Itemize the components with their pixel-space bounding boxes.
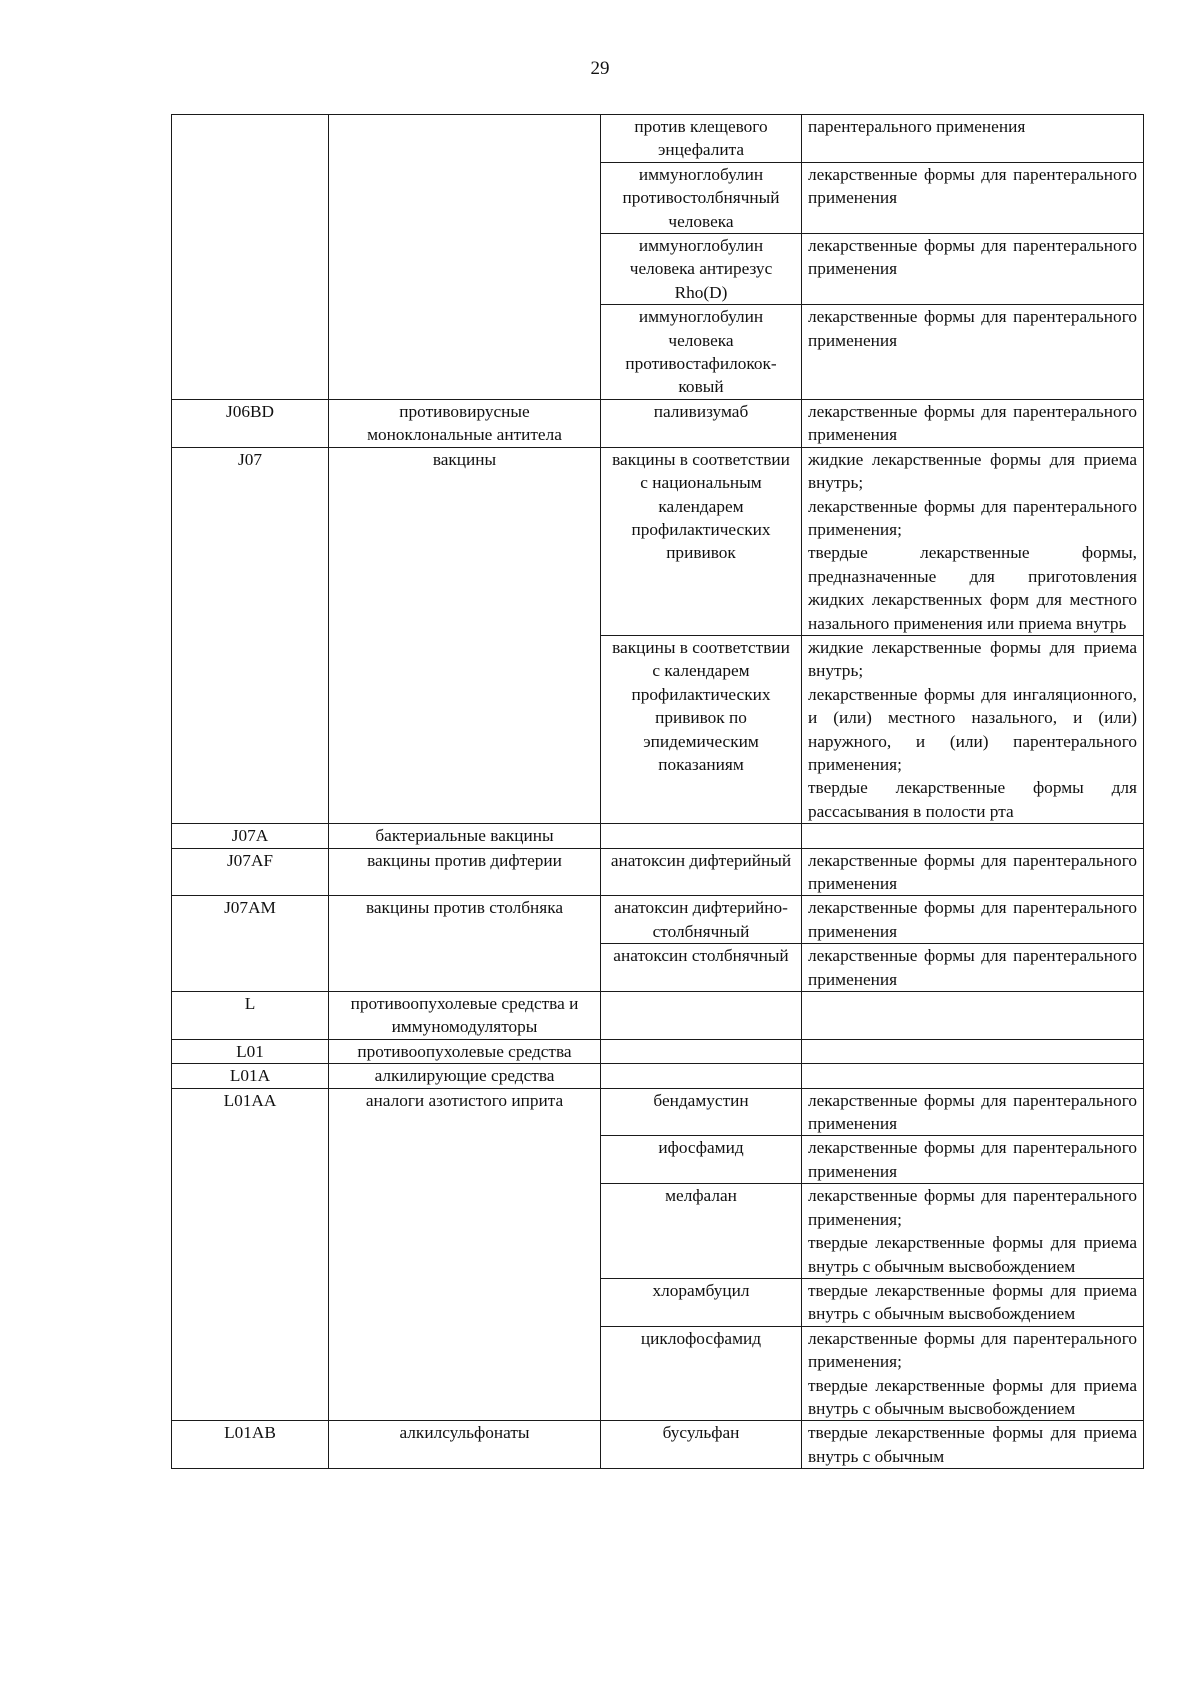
table-row <box>172 399 1144 447</box>
dosage-form-cell: парентерального применения <box>802 115 1144 163</box>
drug-name-cell: хлорамбуцил <box>601 1278 802 1326</box>
drug-name-cell <box>601 1064 802 1088</box>
drug-name-cell: мелфалан <box>601 1184 802 1279</box>
dosage-form-line: твердые лекарственные формы для рассасывания в полости рта <box>808 778 1137 821</box>
dosage-form-cell <box>802 1064 1144 1088</box>
table-row <box>172 848 1144 896</box>
drug-name-cell: против клещевого энцефалита <box>601 115 802 163</box>
drug-name-cell: анатоксин дифтерийно-столбнячный <box>601 896 802 944</box>
dosage-form-cell: лекарственные формы для парентерального применения <box>802 234 1144 305</box>
drug-name-cell: иммуноглобулин человека антирезус Rho(D) <box>601 234 802 305</box>
table-row <box>172 447 1144 635</box>
dosage-form-line: твердые лекарственные формы для приема внутрь с обычным высвобождением <box>808 1375 1137 1418</box>
atc-code-cell: J07AF <box>172 848 329 896</box>
anatomical-therapeutic-group-cell: вакцины против дифтерии <box>329 848 601 896</box>
drug-name-cell: вакцины в соответствии с календарем профилактических прививок по эпидемическим показаниям <box>601 635 802 823</box>
atc-code-cell: L01AA <box>172 1088 329 1421</box>
anatomical-therapeutic-group-cell: алкилсульфонаты <box>329 1421 601 1469</box>
drug-name-cell <box>601 824 802 848</box>
drug-name-cell: вакцины в соответствии с национальным календарем профилактических прививок <box>601 447 802 635</box>
table-row <box>172 1039 1144 1063</box>
dosage-form-cell: лекарственные формы для парентерального применения <box>802 1088 1144 1136</box>
table-row <box>172 1421 1144 1469</box>
dosage-form-cell: твердые лекарственные формы для приема внутрь с обычным <box>802 1421 1144 1469</box>
anatomical-therapeutic-group-cell <box>329 115 601 400</box>
dosage-form-cell: твердые лекарственные формы для приема внутрь с обычным высвобождением <box>802 1278 1144 1326</box>
dosage-form-line: твердые лекарственные формы для приема внутрь с обычным высвобождением <box>808 1233 1137 1276</box>
anatomical-therapeutic-group-cell: вакцины против столбняка <box>329 896 601 992</box>
dosage-form-cell <box>802 1184 1144 1279</box>
anatomical-therapeutic-group-cell: противоопухолевые средства <box>329 1039 601 1063</box>
dosage-form-cell: лекарственные формы для парентерального применения <box>802 1136 1144 1184</box>
drug-name-cell: бусульфан <box>601 1421 802 1469</box>
table-row <box>172 115 1144 163</box>
drug-name-cell: бендамустин <box>601 1088 802 1136</box>
dosage-form-line: лекарственные формы для ингаляционного, и (или) местного назального, и (или) наружного, и (или) парентерального применения; <box>808 684 1137 774</box>
atc-code-cell: J07 <box>172 447 329 824</box>
dosage-form-cell: лекарственные формы для парентерального применения <box>802 305 1144 400</box>
dosage-form-line: лекарственные формы для парентерального применения; <box>808 1328 1137 1372</box>
dosage-form-cell: лекарственные формы для парентерального применения <box>802 896 1144 944</box>
page-number: 29 <box>590 58 610 79</box>
drug-name-cell: иммуноглобулин человека противостафилокок-ковый <box>601 305 802 400</box>
atc-code-cell: J06BD <box>172 399 329 447</box>
drug-name-cell: паливизумаб <box>601 399 802 447</box>
drug-name-cell: анатоксин дифтерийный <box>601 848 802 896</box>
atc-code-cell: L01A <box>172 1064 329 1088</box>
atc-code-cell: J07A <box>172 824 329 848</box>
dosage-form-cell: лекарственные формы для парентерального применения <box>802 944 1144 992</box>
atc-code-cell: L01AB <box>172 1421 329 1469</box>
atc-code-cell: L <box>172 992 329 1040</box>
drug-name-cell: анатоксин столбнячный <box>601 944 802 992</box>
drug-name-cell: иммуноглобулин противостолбнячный человека <box>601 162 802 233</box>
table-row <box>172 896 1144 944</box>
dosage-form-cell <box>802 1326 1144 1421</box>
anatomical-therapeutic-group-cell: вакцины <box>329 447 601 824</box>
atc-code-cell: L01 <box>172 1039 329 1063</box>
dosage-form-cell: лекарственные формы для парентерального применения <box>802 162 1144 233</box>
table-row <box>172 1064 1144 1088</box>
dosage-form-line: жидкие лекарственные формы для приема внутрь; <box>808 449 1137 493</box>
dosage-form-line: жидкие лекарственные формы для приема внутрь; <box>808 637 1137 681</box>
medicine-table <box>171 114 1144 1469</box>
dosage-form-line: твердые лекарственные формы, предназначенные для приготовления жидких лекарственных форм для местного назального применения или приема внутрь <box>808 543 1137 633</box>
drug-name-cell: циклофосфамид <box>601 1326 802 1421</box>
anatomical-therapeutic-group-cell: алкилирующие средства <box>329 1064 601 1088</box>
dosage-form-line: лекарственные формы для парентерального применения; <box>808 496 1137 539</box>
table-row <box>172 1088 1144 1136</box>
anatomical-therapeutic-group-cell: противовирусные моноклональные антитела <box>329 399 601 447</box>
dosage-form-cell <box>802 992 1144 1040</box>
drug-name-cell <box>601 1039 802 1063</box>
dosage-form-cell <box>802 635 1144 823</box>
drug-name-cell: ифосфамид <box>601 1136 802 1184</box>
table-row <box>172 992 1144 1040</box>
atc-code-cell: J07AM <box>172 896 329 992</box>
dosage-form-cell <box>802 1039 1144 1063</box>
table-row <box>172 824 1144 848</box>
dosage-form-cell <box>802 447 1144 635</box>
dosage-form-cell: лекарственные формы для парентерального применения <box>802 848 1144 896</box>
anatomical-therapeutic-group-cell: бактериальные вакцины <box>329 824 601 848</box>
dosage-form-cell: лекарственные формы для парентерального применения <box>802 399 1144 447</box>
atc-code-cell <box>172 115 329 400</box>
dosage-form-line: лекарственные формы для парентерального применения; <box>808 1186 1137 1229</box>
anatomical-therapeutic-group-cell: аналоги азотистого иприта <box>329 1088 601 1421</box>
dosage-form-cell <box>802 824 1144 848</box>
drug-name-cell <box>601 992 802 1040</box>
anatomical-therapeutic-group-cell: противоопухолевые средства и иммуномодуляторы <box>329 992 601 1040</box>
